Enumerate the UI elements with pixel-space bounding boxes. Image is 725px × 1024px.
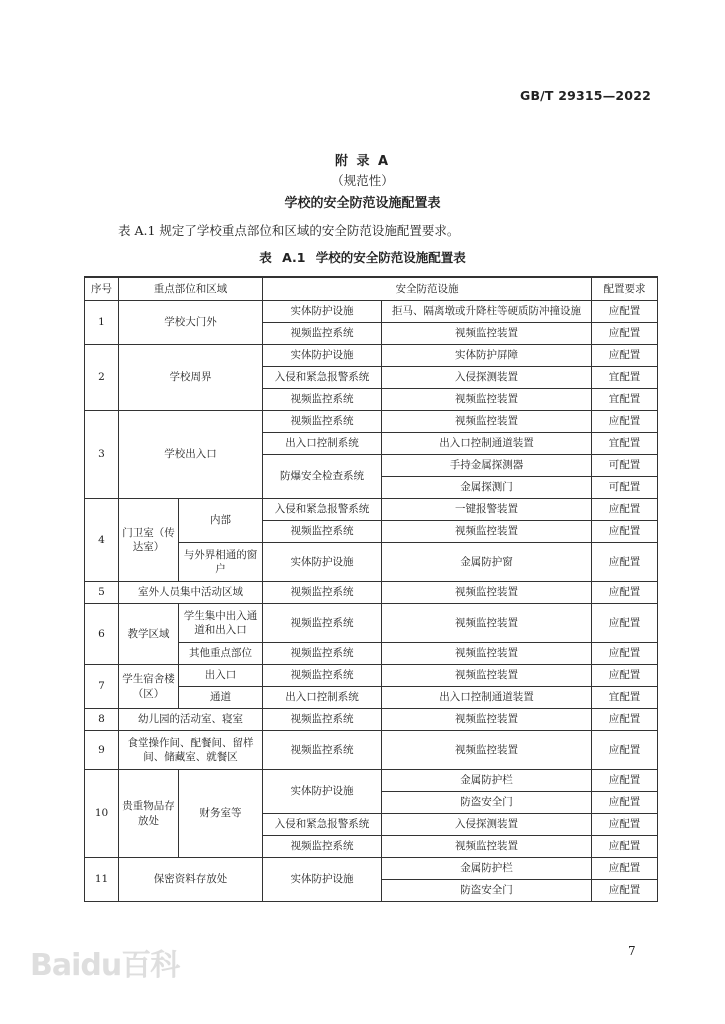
area-cell: 教学区域 — [119, 604, 179, 665]
system-cell: 出入口控制系统 — [263, 433, 382, 455]
system-cell: 入侵和紧急报警系统 — [263, 499, 382, 521]
table-row — [85, 604, 658, 643]
system-cell: 视频监控系统 — [263, 643, 382, 665]
requirement-cell: 宜配置 — [592, 433, 658, 455]
table-row — [85, 770, 658, 792]
row-number: 11 — [85, 858, 119, 902]
requirement-cell: 应配置 — [592, 709, 658, 731]
header-requirement: 配置要求 — [592, 277, 658, 301]
requirement-cell: 应配置 — [592, 582, 658, 604]
system-cell: 视频监控系统 — [263, 836, 382, 858]
table-row — [85, 301, 658, 323]
intro-paragraph: 表 A.1 规定了学校重点部位和区域的安全防范设施配置要求。 — [118, 223, 460, 238]
row-number: 2 — [85, 345, 119, 411]
table-header-row — [85, 277, 658, 301]
header-no: 序号 — [85, 277, 119, 301]
system-cell: 视频监控系统 — [263, 323, 382, 345]
area-cell: 门卫室（传达室） — [119, 499, 179, 582]
device-cell: 视频监控装置 — [382, 411, 592, 433]
header-facility: 安全防范设施 — [263, 277, 592, 301]
device-cell: 一键报警装置 — [382, 499, 592, 521]
requirement-cell: 可配置 — [592, 477, 658, 499]
page-number: 7 — [628, 944, 636, 958]
device-cell: 手持金属探测器 — [382, 455, 592, 477]
requirement-cell: 应配置 — [592, 858, 658, 880]
sub-area-cell: 学生集中出入通道和出入口 — [179, 604, 263, 643]
device-cell: 视频监控装置 — [382, 323, 592, 345]
requirement-cell: 应配置 — [592, 731, 658, 770]
system-cell: 入侵和紧急报警系统 — [263, 367, 382, 389]
requirement-cell: 宜配置 — [592, 367, 658, 389]
system-cell: 视频监控系统 — [263, 604, 382, 643]
requirement-cell: 应配置 — [592, 880, 658, 902]
table-row — [85, 731, 658, 770]
area-cell: 贵重物品存放处 — [119, 770, 179, 858]
system-cell: 入侵和紧急报警系统 — [263, 814, 382, 836]
device-cell: 金属防护栏 — [382, 858, 592, 880]
device-cell: 拒马、隔离墩或升降柱等硬质防冲撞设施 — [382, 301, 592, 323]
device-cell: 视频监控装置 — [382, 389, 592, 411]
table-row — [85, 858, 658, 880]
requirement-cell: 应配置 — [592, 792, 658, 814]
appendix-title: 附 录 A — [334, 154, 391, 169]
requirement-cell: 可配置 — [592, 455, 658, 477]
requirement-cell: 应配置 — [592, 836, 658, 858]
sub-area-cell: 与外界相通的窗户 — [179, 543, 263, 582]
table-row — [85, 345, 658, 367]
system-cell: 视频监控系统 — [263, 709, 382, 731]
row-number: 8 — [85, 709, 119, 731]
device-cell: 视频监控装置 — [382, 665, 592, 687]
row-number: 4 — [85, 499, 119, 582]
table-row — [85, 665, 658, 687]
table-row — [85, 411, 658, 433]
table-caption: 表 A.1 学校的安全防范设施配置表 — [259, 250, 466, 265]
requirement-cell: 应配置 — [592, 499, 658, 521]
device-cell: 出入口控制通道装置 — [382, 433, 592, 455]
system-cell: 实体防护设施 — [263, 345, 382, 367]
device-cell: 视频监控装置 — [382, 582, 592, 604]
baidu-watermark: Baidu百科 — [30, 948, 180, 983]
device-cell: 防盗安全门 — [382, 880, 592, 902]
requirement-cell: 应配置 — [592, 543, 658, 582]
system-cell: 实体防护设施 — [263, 770, 382, 814]
standard-code: GB/T 29315—2022 — [519, 88, 651, 103]
area-cell: 保密资料存放处 — [119, 858, 263, 902]
system-cell: 视频监控系统 — [263, 389, 382, 411]
sub-area-cell: 内部 — [179, 499, 263, 543]
device-cell: 金属防护窗 — [382, 543, 592, 582]
appendix-nature: （规范性） — [331, 173, 394, 188]
system-cell: 视频监控系统 — [263, 731, 382, 770]
system-cell: 视频监控系统 — [263, 521, 382, 543]
row-number: 3 — [85, 411, 119, 499]
row-number: 1 — [85, 301, 119, 345]
device-cell: 入侵探测装置 — [382, 814, 592, 836]
system-cell: 实体防护设施 — [263, 301, 382, 323]
row-number: 6 — [85, 604, 119, 665]
table-row — [85, 499, 658, 521]
requirement-cell: 应配置 — [592, 301, 658, 323]
row-number: 9 — [85, 731, 119, 770]
system-cell: 视频监控系统 — [263, 665, 382, 687]
system-cell: 出入口控制系统 — [263, 687, 382, 709]
requirement-cell: 应配置 — [592, 411, 658, 433]
system-cell: 视频监控系统 — [263, 411, 382, 433]
system-cell: 视频监控系统 — [263, 582, 382, 604]
area-cell: 学生宿舍楼（区） — [119, 665, 179, 709]
requirement-cell: 宜配置 — [592, 687, 658, 709]
area-cell: 食堂操作间、配餐间、留样间、储藏室、就餐区 — [119, 731, 263, 770]
device-cell: 出入口控制通道装置 — [382, 687, 592, 709]
row-number: 10 — [85, 770, 119, 858]
system-cell: 实体防护设施 — [263, 543, 382, 582]
row-number: 7 — [85, 665, 119, 709]
requirement-cell: 应配置 — [592, 604, 658, 643]
device-cell: 金属防护栏 — [382, 770, 592, 792]
area-cell: 学校周界 — [119, 345, 263, 411]
device-cell: 金属探测门 — [382, 477, 592, 499]
device-cell: 实体防护屏障 — [382, 345, 592, 367]
area-cell: 学校出入口 — [119, 411, 263, 499]
device-cell: 视频监控装置 — [382, 709, 592, 731]
header-area: 重点部位和区域 — [119, 277, 263, 301]
appendix-name: 学校的安全防范设施配置表 — [284, 196, 441, 211]
sub-area-cell: 其他重点部位 — [179, 643, 263, 665]
sub-area-cell: 出入口 — [179, 665, 263, 687]
requirement-cell: 应配置 — [592, 770, 658, 792]
table-row — [85, 582, 658, 604]
device-cell: 入侵探测装置 — [382, 367, 592, 389]
requirement-cell: 应配置 — [592, 345, 658, 367]
requirement-cell: 应配置 — [592, 323, 658, 345]
requirement-cell: 应配置 — [592, 643, 658, 665]
device-cell: 视频监控装置 — [382, 521, 592, 543]
requirement-cell: 应配置 — [592, 521, 658, 543]
device-cell: 视频监控装置 — [382, 836, 592, 858]
requirement-cell: 宜配置 — [592, 389, 658, 411]
row-number: 5 — [85, 582, 119, 604]
area-cell: 学校大门外 — [119, 301, 263, 345]
security-facility-table — [84, 276, 658, 902]
device-cell: 视频监控装置 — [382, 643, 592, 665]
sub-area-cell: 通道 — [179, 687, 263, 709]
device-cell: 视频监控装置 — [382, 731, 592, 770]
system-cell: 防爆安全检查系统 — [263, 455, 382, 499]
table-row — [85, 709, 658, 731]
system-cell: 实体防护设施 — [263, 858, 382, 902]
area-cell: 室外人员集中活动区域 — [119, 582, 263, 604]
sub-area-cell: 财务室等 — [179, 770, 263, 858]
requirement-cell: 应配置 — [592, 665, 658, 687]
device-cell: 视频监控装置 — [382, 604, 592, 643]
device-cell: 防盗安全门 — [382, 792, 592, 814]
requirement-cell: 应配置 — [592, 814, 658, 836]
area-cell: 幼儿园的活动室、寝室 — [119, 709, 263, 731]
